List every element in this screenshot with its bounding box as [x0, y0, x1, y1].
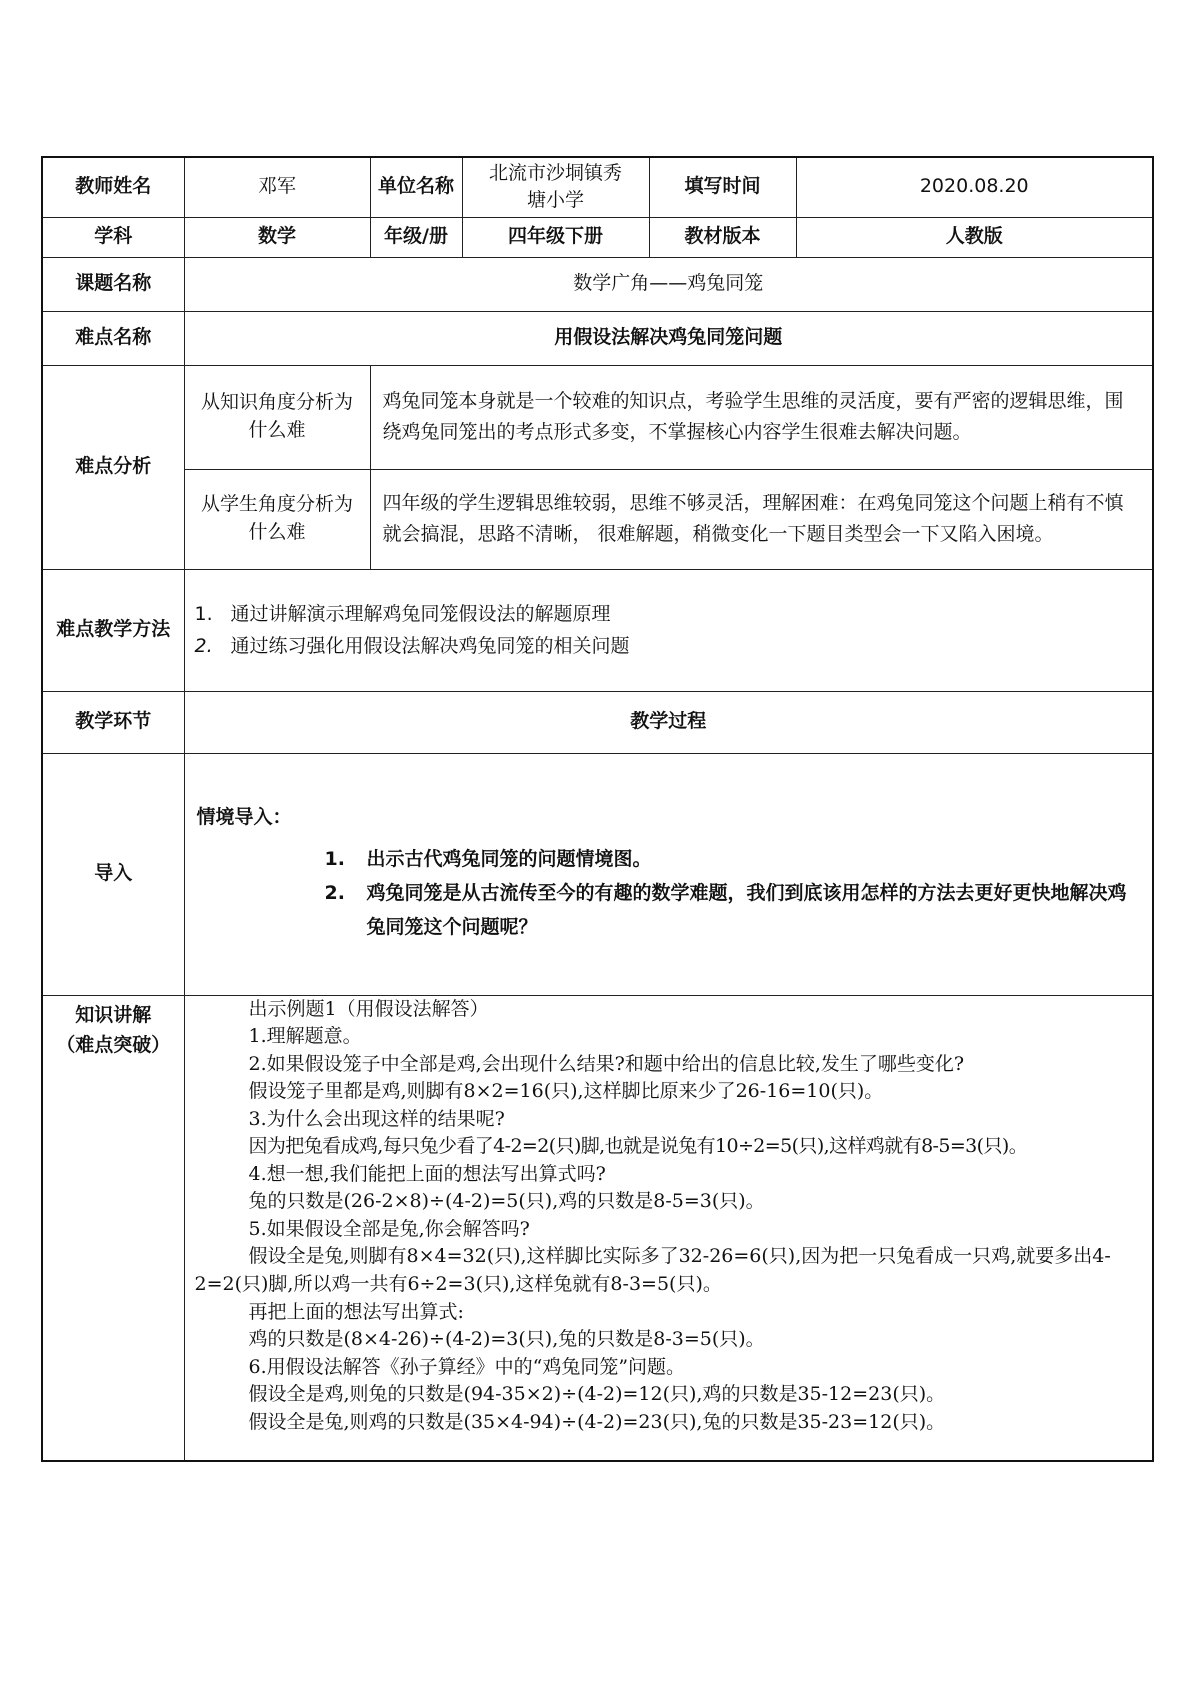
knowledge-line: 假设全是鸡,则兔的只数是(94-35×2)÷(4-2)=12(只),鸡的只数是35-12=23(只)。: [248, 1383, 946, 1406]
knowledge-content: [184, 995, 1153, 1461]
methods-row: [42, 569, 1153, 691]
intro-item: [325, 876, 1139, 944]
teacher-label: 教师姓名: [42, 157, 184, 217]
knowledge-line: 因为把兔看成鸡,每只兔少看了4-2=2(只)脚,也就是说兔有10÷2=5(只),这样鸡就有8-5=3(只)。: [248, 1135, 1028, 1158]
knowledge-angle-label: 从知识角度分析为什么难: [184, 365, 370, 469]
process-header-row: [42, 691, 1153, 753]
knowledge-line: 3.为什么会出现这样的结果呢?: [248, 1107, 505, 1130]
knowledge-line: 假设全是兔,则鸡的只数是(35×4-94)÷(4-2)=23(只),兔的只数是35-23=12(只)。: [248, 1410, 946, 1433]
method-item: [185, 630, 1153, 662]
teacher-value: 邓军: [184, 157, 370, 217]
date-label: 填写时间: [649, 157, 796, 217]
topic-value: 数学广角——鸡兔同笼: [184, 257, 1153, 311]
intro-label: 导入: [42, 753, 184, 995]
stage-header: 教学环节: [42, 691, 184, 753]
knowledge-label-line2: （难点突破）: [56, 1033, 171, 1056]
date-value: 2020.08.20: [796, 157, 1153, 217]
lesson-plan-table: [41, 156, 1154, 1462]
difficulty-row: [42, 311, 1153, 365]
topic-label: 课题名称: [42, 257, 184, 311]
knowledge-line: 假设笼子里都是鸡,则脚有8×2=16(只),这样脚比原来少了26-16=10(只)。: [248, 1080, 884, 1103]
intro-number: 2.: [324, 881, 345, 904]
analysis-row-student: [42, 469, 1153, 569]
method-text: 通过练习强化用假设法解决鸡兔同笼的相关问题: [230, 635, 630, 657]
methods-label: 难点教学方法: [42, 569, 184, 691]
knowledge-line: 2.如果假设笼子中全部是鸡,会出现什么结果?和题中给出的信息比较,发生了哪些变化?: [248, 1052, 965, 1075]
knowledge-line: 假设全是兔,则脚有8×4=32(只),这样脚比实际多了32-26=6(只),因为把一只兔看成一只鸡,就要多出4-2=2(只)脚,所以鸡一共有6÷2=3(只),这样兔就有8-3=5(只)。: [194, 1245, 1111, 1295]
method-number: 2.: [194, 635, 213, 657]
knowledge-line: 4.想一想,我们能把上面的想法写出算式吗?: [248, 1162, 606, 1185]
knowledge-label: [42, 995, 184, 1461]
intro-item: [325, 842, 1139, 876]
knowledge-line: 再把上面的想法写出算式:: [248, 1300, 464, 1323]
student-angle-text: 四年级的学生逻辑思维较弱，思维不够灵活，理解困难：在鸡兔同笼这个问题上稍有不慎就会搞混，思路不清晰， 很难解题，稍微变化一下题目类型会一下又陷入困境。: [370, 469, 1153, 569]
methods-cell: [184, 569, 1153, 691]
analysis-label: 难点分析: [42, 365, 184, 569]
header-row-1: [42, 157, 1153, 217]
method-text: 通过讲解演示理解鸡兔同笼假设法的解题原理: [230, 603, 611, 625]
analysis-row-knowledge: [42, 365, 1153, 469]
subject-value: 数学: [184, 217, 370, 257]
knowledge-line: 鸡的只数是(8×4-26)÷(4-2)=3(只),兔的只数是8-3=5(只)。: [248, 1328, 765, 1351]
knowledge-line: 出示例题1（用假设法解答）: [248, 997, 489, 1020]
difficulty-label: 难点名称: [42, 311, 184, 365]
knowledge-angle-text: 鸡兔同笼本身就是一个较难的知识点，考验学生思维的灵活度，要有严密的逻辑思维，围绕鸡兔同笼出的考点形式多变，不掌握核心内容学生很难去解决问题。: [370, 365, 1153, 469]
grade-label: 年级/册: [370, 217, 462, 257]
knowledge-line: 6.用假设法解答《孙子算经》中的“鸡兔同笼”问题。: [248, 1355, 686, 1378]
intro-cell: [184, 753, 1153, 995]
difficulty-value: 用假设法解决鸡兔同笼问题: [184, 311, 1153, 365]
intro-title: 情境导入：: [196, 806, 292, 829]
knowledge-line: 兔的只数是(26-2×8)÷(4-2)=5(只),鸡的只数是8-5=3(只)。: [248, 1190, 765, 1213]
topic-row: [42, 257, 1153, 311]
knowledge-line: 5.如果假设全部是兔,你会解答吗?: [248, 1217, 530, 1240]
knowledge-label-line1: 知识讲解: [75, 1003, 152, 1026]
intro-number: 1.: [324, 847, 345, 870]
intro-text: 出示古代鸡兔同笼的问题情境图。: [366, 847, 652, 870]
student-angle-label: 从学生角度分析为什么难: [184, 469, 370, 569]
header-row-2: [42, 217, 1153, 257]
edition-label: 教材版本: [649, 217, 796, 257]
knowledge-row: [42, 995, 1153, 1461]
intro-row: [42, 753, 1153, 995]
unit-label: 单位名称: [370, 157, 462, 217]
method-number: 1.: [194, 603, 213, 625]
method-item: [185, 598, 1153, 630]
grade-value: 四年级下册: [462, 217, 649, 257]
subject-label: 学科: [42, 217, 184, 257]
unit-value: 北流市沙垌镇秀塘小学: [462, 157, 649, 217]
process-header: 教学过程: [184, 691, 1153, 753]
intro-text: 鸡兔同笼是从古流传至今的有趣的数学难题，我们到底该用怎样的方法去更好更快地解决鸡兔同笼这个问题呢？: [366, 881, 1127, 938]
knowledge-line: 1.理解题意。: [248, 1025, 362, 1048]
edition-value: 人教版: [796, 217, 1153, 257]
